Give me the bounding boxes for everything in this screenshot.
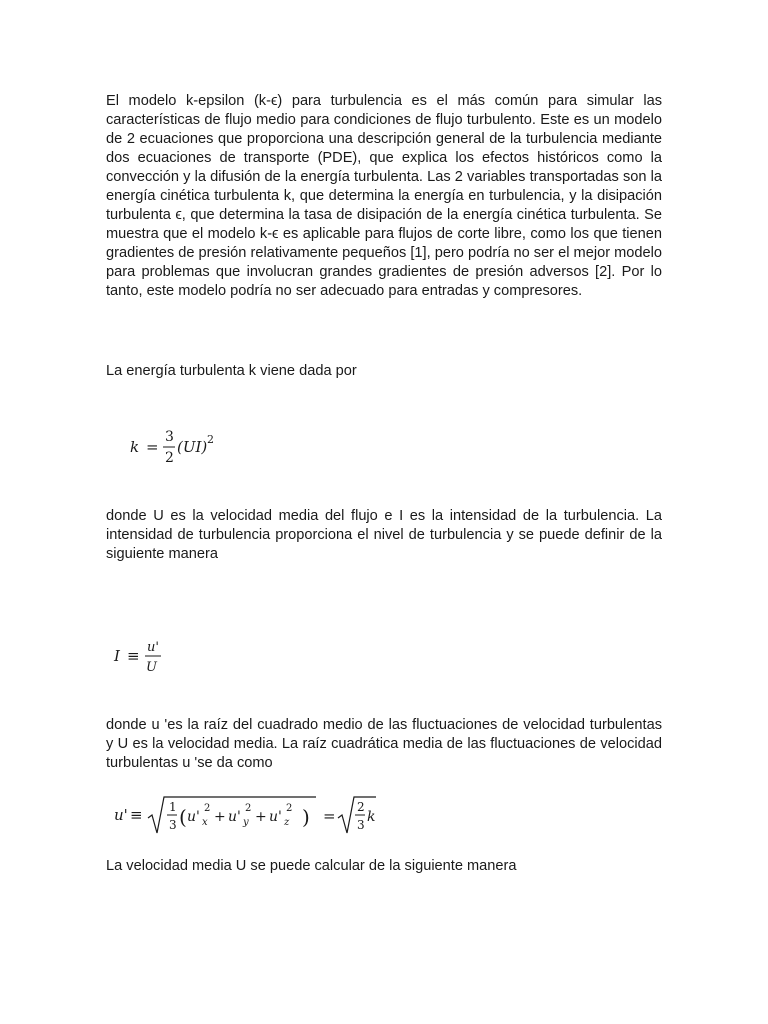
eq-rms-term-z: u'	[269, 809, 282, 825]
eq-k-exponent: 2	[207, 433, 214, 446]
eq-rms-equiv: ≡	[130, 806, 143, 824]
eq-rms-equals: =	[323, 807, 336, 825]
eq-k-body: (UI)	[177, 438, 208, 456]
eq-rms-lhs: u'	[114, 806, 128, 824]
eq-i-equiv: ≡	[127, 647, 140, 665]
eq-i-denominator: U	[146, 660, 157, 675]
mean-velocity-intro: La velocidad media U se puede calcular de la siguiente manera	[106, 858, 517, 874]
eq-rms-frac-den: 3	[169, 818, 177, 832]
eq-rms-exp-z: 2	[286, 803, 293, 814]
eq-k-numerator: 3	[165, 429, 174, 445]
eq-rms-plus-2: +	[255, 809, 267, 825]
intro-paragraph: El modelo k-epsilon (k-ϵ) para turbulencia es el más común para simular las características de flujo medio para condiciones de flujo turbulento. Este es un modelo de 2 ecuaciones que proporciona una descripción general de la turbulencia mediante dos ecuaciones de transporte (PDE), que explica los efectos históricos como la convección y la difusión de la energía turbulenta. Las 2 variables transportadas son la energía cinética turbulenta k, que determina la energía en turbulencia, y la disipación turbulenta ϵ, que determina la tasa de disipación de la energía cinética turbulenta. Se muestra que el modelo k-ϵ es aplicable para flujos de corte libre, como los que tienen gradientes de presión relativamente pequeños [1], pero podría no ser el mejor modelo para problemas que involucran grandes gradientes de presión adversos [2]. Por lo tanto, este modelo podría no ser adecuado para entradas y compresores.	[106, 93, 662, 299]
eq-rms-frac-num: 1	[169, 800, 177, 814]
eq-rms-sub-z: z	[284, 817, 290, 828]
eq-i-numerator: u'	[147, 640, 159, 655]
eq-rms-exp-x: 2	[204, 803, 211, 814]
eq-rms-rparen: )	[302, 805, 310, 829]
eq-rms-lparen: (	[179, 805, 187, 829]
equation-rms	[114, 793, 384, 837]
eq-k-denominator: 2	[165, 450, 174, 466]
equation-intensity	[114, 636, 174, 678]
eq-k-lhs: k	[130, 438, 140, 456]
eq-rms-term-x: u'	[187, 809, 200, 825]
eq-rms-sub-y: y	[243, 817, 249, 828]
eq-rms-sub-x: x	[202, 817, 208, 828]
eq-i-lhs: I	[114, 647, 120, 665]
eq-rms-frac2-num: 2	[357, 800, 365, 814]
eq-rms-k: k	[367, 809, 376, 825]
turbulent-energy-intro: La energía turbulenta k viene dada por	[106, 363, 357, 379]
rms-paragraph: donde u 'es la raíz del cuadrado medio de las fluctuaciones de velocidad turbulentas y U es la velocidad media. La raíz cuadrática media de las fluctuaciones de velocidad turbulentas u 'se da como	[106, 717, 662, 771]
eq-rms-exp-y: 2	[245, 803, 252, 814]
eq-k-equals: =	[146, 438, 159, 456]
intensity-paragraph: donde U es la velocidad media del flujo e I es la intensidad de la turbulencia. La intensidad de turbulencia proporciona el nivel de turbulencia y se puede definir de la siguiente manera	[106, 508, 662, 562]
eq-rms-plus-1: +	[214, 809, 226, 825]
eq-rms-term-y: u'	[228, 809, 241, 825]
equation-k	[130, 424, 230, 470]
eq-rms-frac2-den: 3	[357, 818, 365, 832]
